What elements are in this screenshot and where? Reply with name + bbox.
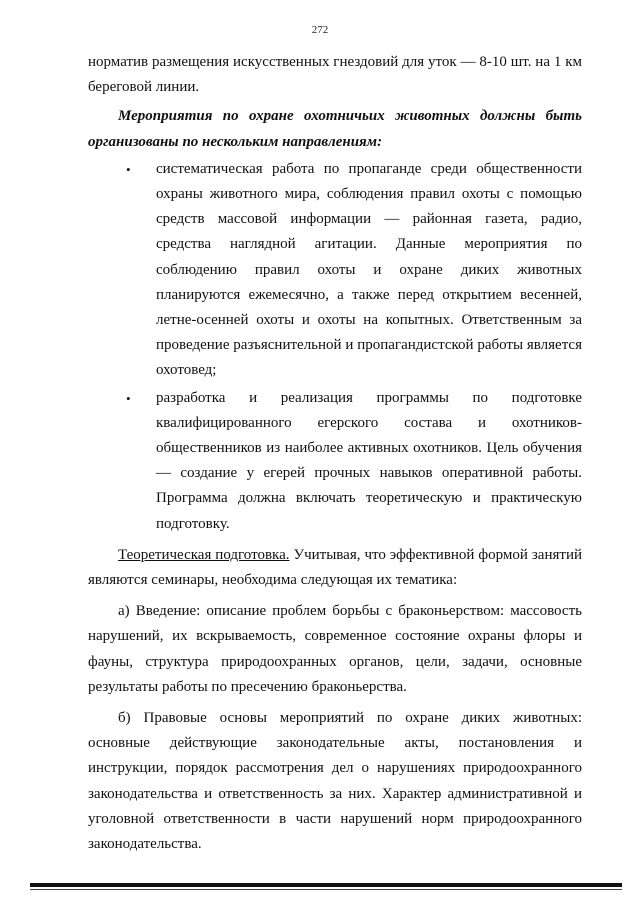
item-b-paragraph: б) Правовые основы мероприятий по охране диких животных: основные действующие законодательные акты, постановления и инструкции, порядок рассмотрения дел о нарушениях природоохранного законодательства и ответственность за них. Характер административной и уголовной ответственности в части нарушений норм природоохранного законодательства. (88, 710, 582, 853)
bullet-list (88, 157, 582, 537)
theory-label: Теоретическая подготовка. (118, 546, 290, 563)
page-number: 272 (311, 24, 329, 36)
bullet-item-2 (88, 386, 582, 537)
bullet-text: разработка и реализация программы по подготовке квалифицированного егерского состава и охотников-общественников из наиболее активных охотников. Цель обучения — создание у егерей прочных навыков оперативной работы. Программа должна включать теоретическую и практическую подготовку. (156, 389, 582, 532)
bullet-item-1 (88, 157, 582, 384)
bullet-marker: • (126, 390, 131, 406)
bullet-marker: • (126, 161, 131, 177)
theory-text: Учитывая, что эффективной формой занятий являются семинары, необходима следующая их тематика: (88, 546, 582, 589)
theory-paragraph (88, 543, 582, 593)
intro-paragraph: норматив размещения искусственных гнездовий для уток — 8-10 шт. на 1 км береговой линии. (88, 54, 582, 96)
bullet-text: систематическая работа по пропаганде среди общественности охраны животного мира, соблюдения правил охоты с помощью средств массовой информации — районная газета, радио, средства наглядной агитации. Данные мероприятия по соблюдению правил охоты и охране диких животных планируются ежемесячно, а также перед открытием весенней, летне-осенней охоты и охоты на копытных. Ответственным за проведение разъяснительной и пропагандистской работы является охотовед; (156, 160, 582, 379)
bottom-rule (30, 883, 622, 887)
bottom-rule-thin (30, 889, 622, 890)
page-content (88, 50, 582, 857)
item-a-paragraph: а) Введение: описание проблем борьбы с браконьерством: массовость нарушений, их вскрываемость, современное состояние охраны флоры и фауны, структура природоохранных органов, цели, задачи, основные результаты работы по пресечению браконьерства. (88, 603, 582, 695)
section-heading: Мероприятия по охране охотничьих животных должны быть организованы по нескольким направлениям: (88, 108, 582, 150)
